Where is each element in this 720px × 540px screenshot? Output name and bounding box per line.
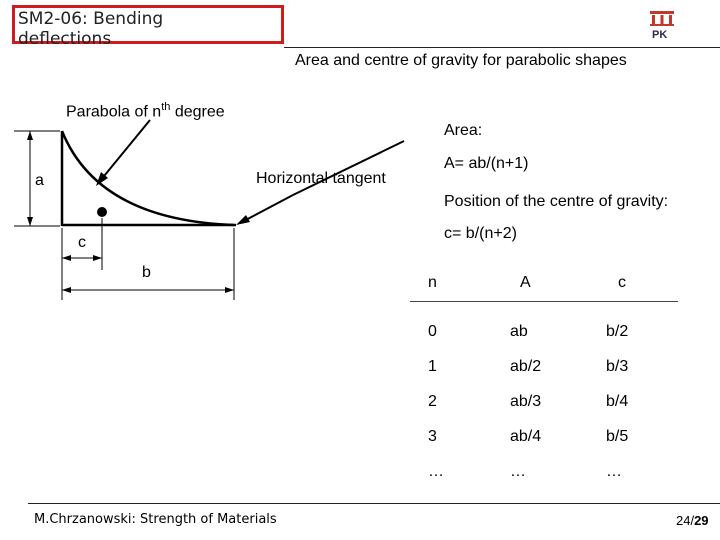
dimension-c-label: c [78,234,86,251]
centre-of-gravity-formula: c= b/(n+2) [444,225,517,242]
table-row: 1 ab/2 b/3 [428,357,629,375]
header-n: n [410,265,498,302]
university-logo-icon [648,10,676,40]
slide-subtitle: Area and centre of gravity for parabolic shapes [295,52,627,69]
header-c: c [606,265,678,302]
centre-of-gravity-dot [97,207,107,217]
table-row: 0 ab b/2 [428,322,629,340]
parabola-label: Parabola of $n^{th}$ degree [66,101,225,121]
dimension-b-label: b [142,264,151,281]
footer-author: M.Chrzanowski: Strength of Materials [34,512,277,527]
parabola-properties-table [410,265,678,489]
parabola-pointer-arrow [100,120,150,181]
table-header-row [410,265,678,302]
footer-rule [28,503,720,504]
centre-of-gravity-label: Position of the centre of gravity: [444,193,669,210]
area-label: Area: [444,122,483,139]
table-row: 2 ab/3 b/4 [428,392,629,410]
dimension-a-label: a [35,172,44,189]
parabola-curve [62,131,234,225]
svg-text:PK: PK [652,29,668,40]
table-row: 3 ab/4 b/5 [428,427,629,445]
header-rule [284,47,720,48]
page-number: 24/29 [676,513,709,528]
horizontal-tangent-label: Horizontal tangent [256,170,386,187]
table-row: … … … [428,462,622,480]
header-area: A [498,265,606,302]
area-formula: A= ab/(n+1) [444,155,529,172]
slide-title: SM2-06: Bending deflections [18,9,164,49]
parabola-diagram [0,95,420,305]
